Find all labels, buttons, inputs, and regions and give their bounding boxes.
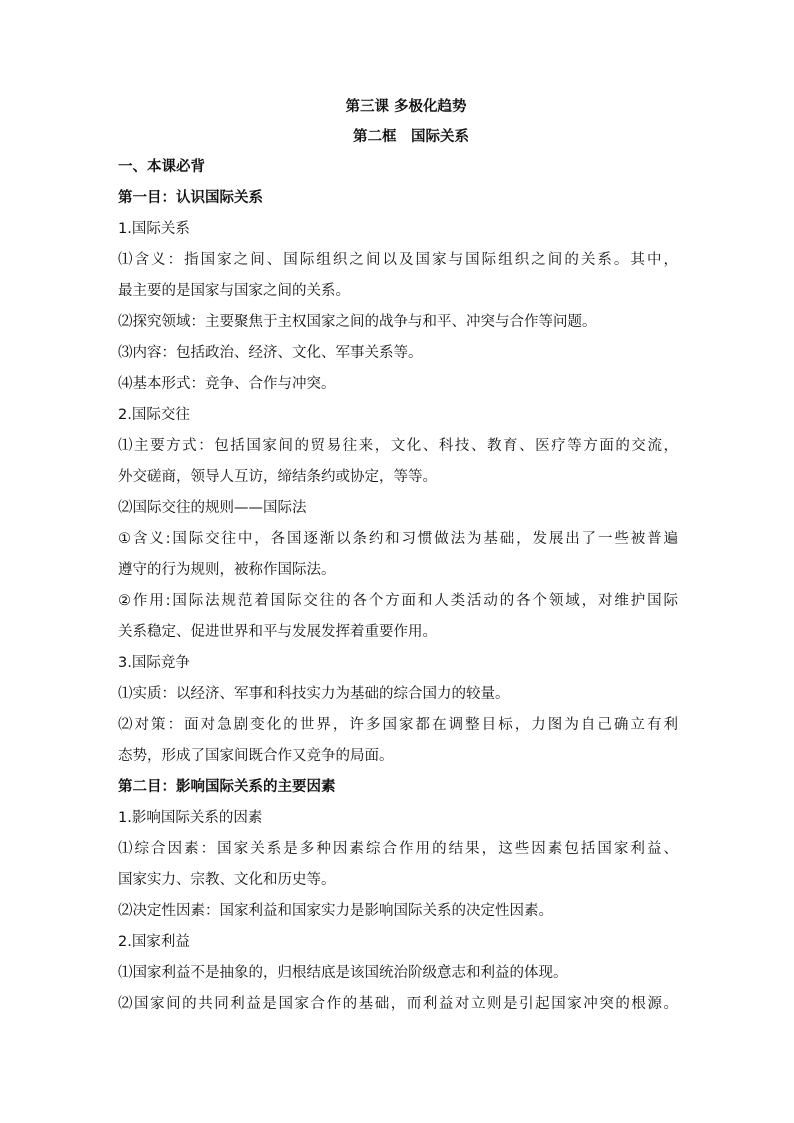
section-heading: 第一目：认识国际关系 — [118, 190, 263, 206]
body-text-line: ⑴实质：以经济、军事和科技实力为基础的综合国力的较量。 — [118, 686, 510, 702]
body-text-line: ⑴含义：指国家之间、国际组织之间以及国家与国际组织之间的关系。其中， — [118, 252, 678, 268]
body-text-line: 遵守的行为规则，被称作国际法。 — [118, 562, 336, 578]
body-text-line: ⑴国家利益不是抽象的，归根结底是该国统治阶级意志和利益的体现。 — [118, 965, 568, 981]
body-text-line: ⑷基本形式：竞争、合作与冲突。 — [118, 376, 336, 392]
body-text-line: 态势，形成了国家间既合作又竞争的局面。 — [118, 748, 394, 764]
body-text-line: ⑵对策：面对急剧变化的世界，许多国家都在调整目标，力图为自己确立有利 — [118, 717, 678, 733]
section-subtitle: 第二框 国际关系 — [353, 129, 469, 145]
body-text-line: ⑵探究领域：主要聚焦于主权国家之间的战争与和平、冲突与合作等问题。 — [118, 314, 597, 330]
lesson-title: 第三课 多极化趋势 — [345, 99, 467, 115]
body-text-line: 2.国际交往 — [118, 407, 190, 423]
body-text-line: 外交磋商，领导人互访，缔结条约或协定，等等。 — [118, 469, 437, 485]
body-text-line: 3.国际竞争 — [118, 655, 190, 671]
body-text-line: ⑵国际交往的规则——国际法 — [118, 500, 307, 516]
body-text-line: ⑵决定性因素：国家利益和国家实力是影响国际关系的决定性因素。 — [118, 903, 553, 919]
body-text-line: 关系稳定、促进世界和平与发展发挥着重要作用。 — [118, 624, 437, 640]
body-text-line: 1.国际关系 — [118, 221, 190, 237]
body-text-line: ②作用:国际法规范着国际交往的各个方面和人类活动的各个领域，对维护国际 — [118, 593, 678, 609]
body-text-line: ⑵国家间的共同利益是国家合作的基础，而利益对立则是引起国家冲突的根源。 — [118, 996, 678, 1012]
section-heading: 第二目：影响国际关系的主要因素 — [118, 779, 336, 795]
body-text-line: ⑴主要方式：包括国家间的贸易往来，文化、科技、教育、医疗等方面的交流， — [118, 438, 678, 454]
body-text-line: ①含义:国际交往中，各国逐渐以条约和习惯做法为基础，发展出了一些被普遍 — [118, 531, 678, 547]
body-text-line: 1.影响国际关系的因素 — [118, 810, 263, 826]
body-text-line: ⑶内容：包括政治、经济、文化、军事关系等。 — [118, 345, 423, 361]
body-text-line: ⑴综合因素：国家关系是多种因素综合作用的结果，这些因素包括国家利益、 — [118, 841, 678, 857]
document-body — [118, 152, 678, 1020]
section-heading: 一、本课必背 — [118, 159, 205, 175]
body-text-line: 2.国家利益 — [118, 934, 190, 950]
document-page — [118, 92, 678, 1020]
body-text-line: 最主要的是国家与国家之间的关系。 — [118, 283, 350, 299]
body-text-line: 国家实力、宗教、文化和历史等。 — [118, 872, 336, 888]
